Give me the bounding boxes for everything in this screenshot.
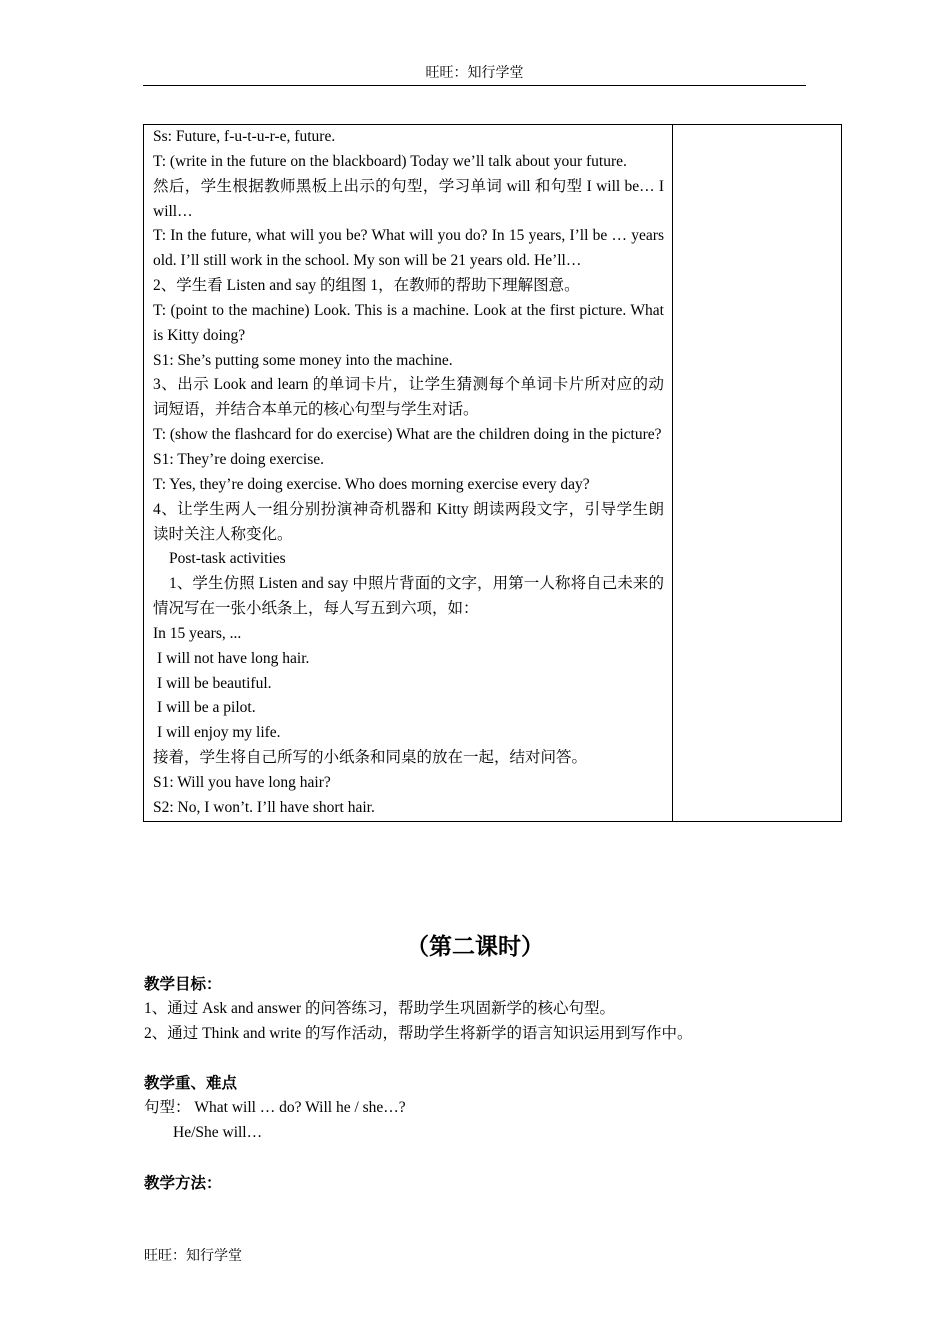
table-line: I will not have long hair. — [157, 649, 310, 667]
table-line: In 15 years, ... — [153, 624, 242, 642]
table-line: T: (write in the future on the blackboard) Today we’ll talk about your future. — [153, 152, 627, 170]
table-line: Ss: Future, f-u-t-u-r-e, future. — [153, 128, 336, 145]
objectives-section — [144, 972, 844, 1047]
methods-heading: 教学方法： — [144, 1174, 222, 1192]
table-line: 2、学生看 Listen and say 的组图 1，在教师的帮助下理解图意。 — [153, 277, 580, 295]
table-line: T: (show the flashcard for do exercise) What are the children doing in the picture? — [153, 426, 662, 444]
table-line: 接着，学生将自己所写的小纸条和同桌的放在一起，结对问答。 — [153, 749, 588, 767]
table-line: T: (point to the machine) Look. This is a machine. Look at the first picture. What is Kitty doing? — [153, 301, 664, 344]
table-line: I will be a pilot. — [157, 699, 256, 717]
table-line: 4、让学生两人一组分别扮演神奇机器和 Kitty 朗读两段文字，引导学生朗读时关注人称变化。 — [153, 500, 664, 543]
key-points-section — [144, 1071, 844, 1146]
key-points-pattern: 句型： What will … do? Will he / she…? — [144, 1098, 406, 1116]
table-line: 3、出示 Look and learn 的单词卡片，让学生猜测每个单词卡片所对应的动词短语，并结合本单元的核心句型与学生对话。 — [153, 376, 664, 419]
methods-section — [144, 1171, 844, 1196]
page-footer: 旺旺：知行学堂 — [144, 1249, 242, 1264]
lesson-procedure-cell — [144, 125, 673, 822]
table-line: S2: No, I won’t. I’ll have short hair. — [153, 798, 375, 816]
page-header: 旺旺：知行学堂 — [143, 64, 806, 86]
objectives-heading: 教学目标： — [144, 975, 222, 993]
notes-cell — [673, 125, 842, 822]
table-line: 1、学生仿照 Listen and say 中照片背面的文字，用第一人称将自己未来的情况写在一张小纸条上，每人写五到六项，如： — [153, 575, 664, 618]
table-line: T: In the future, what will you be? What will you do? In 15 years, I’ll be … years old. I’ll still work in the school. My son will be 21 years old. He’ll… — [153, 227, 664, 270]
table-line: T: Yes, they’re doing exercise. Who does morning exercise every day? — [153, 475, 590, 493]
key-points-heading: 教学重、难点 — [144, 1074, 238, 1092]
key-points-pattern-answer: He/She will… — [173, 1123, 263, 1141]
table-line: S1: Will you have long hair? — [153, 773, 331, 791]
table-line: 然后，学生根据教师黑板上出示的句型，学习单词 will 和句型 I will be… I will… — [153, 177, 664, 220]
table-line: S1: They’re doing exercise. — [153, 450, 325, 468]
lesson-title: （第二课时） — [406, 934, 544, 960]
table-line: S1: She’s putting some money into the machine. — [153, 351, 453, 369]
table-line: I will enjoy my life. — [157, 724, 281, 742]
table-line: I will be beautiful. — [157, 674, 272, 692]
objective-item: 2、通过 Think and write 的写作活动，帮助学生将新学的语言知识运用到写作中。 — [144, 1024, 693, 1042]
section-heading-post-task: Post-task activities — [169, 550, 286, 568]
lesson-table — [143, 124, 842, 822]
objective-item: 1、通过 Ask and answer 的问答练习，帮助学生巩固新学的核心句型。 — [144, 999, 616, 1017]
